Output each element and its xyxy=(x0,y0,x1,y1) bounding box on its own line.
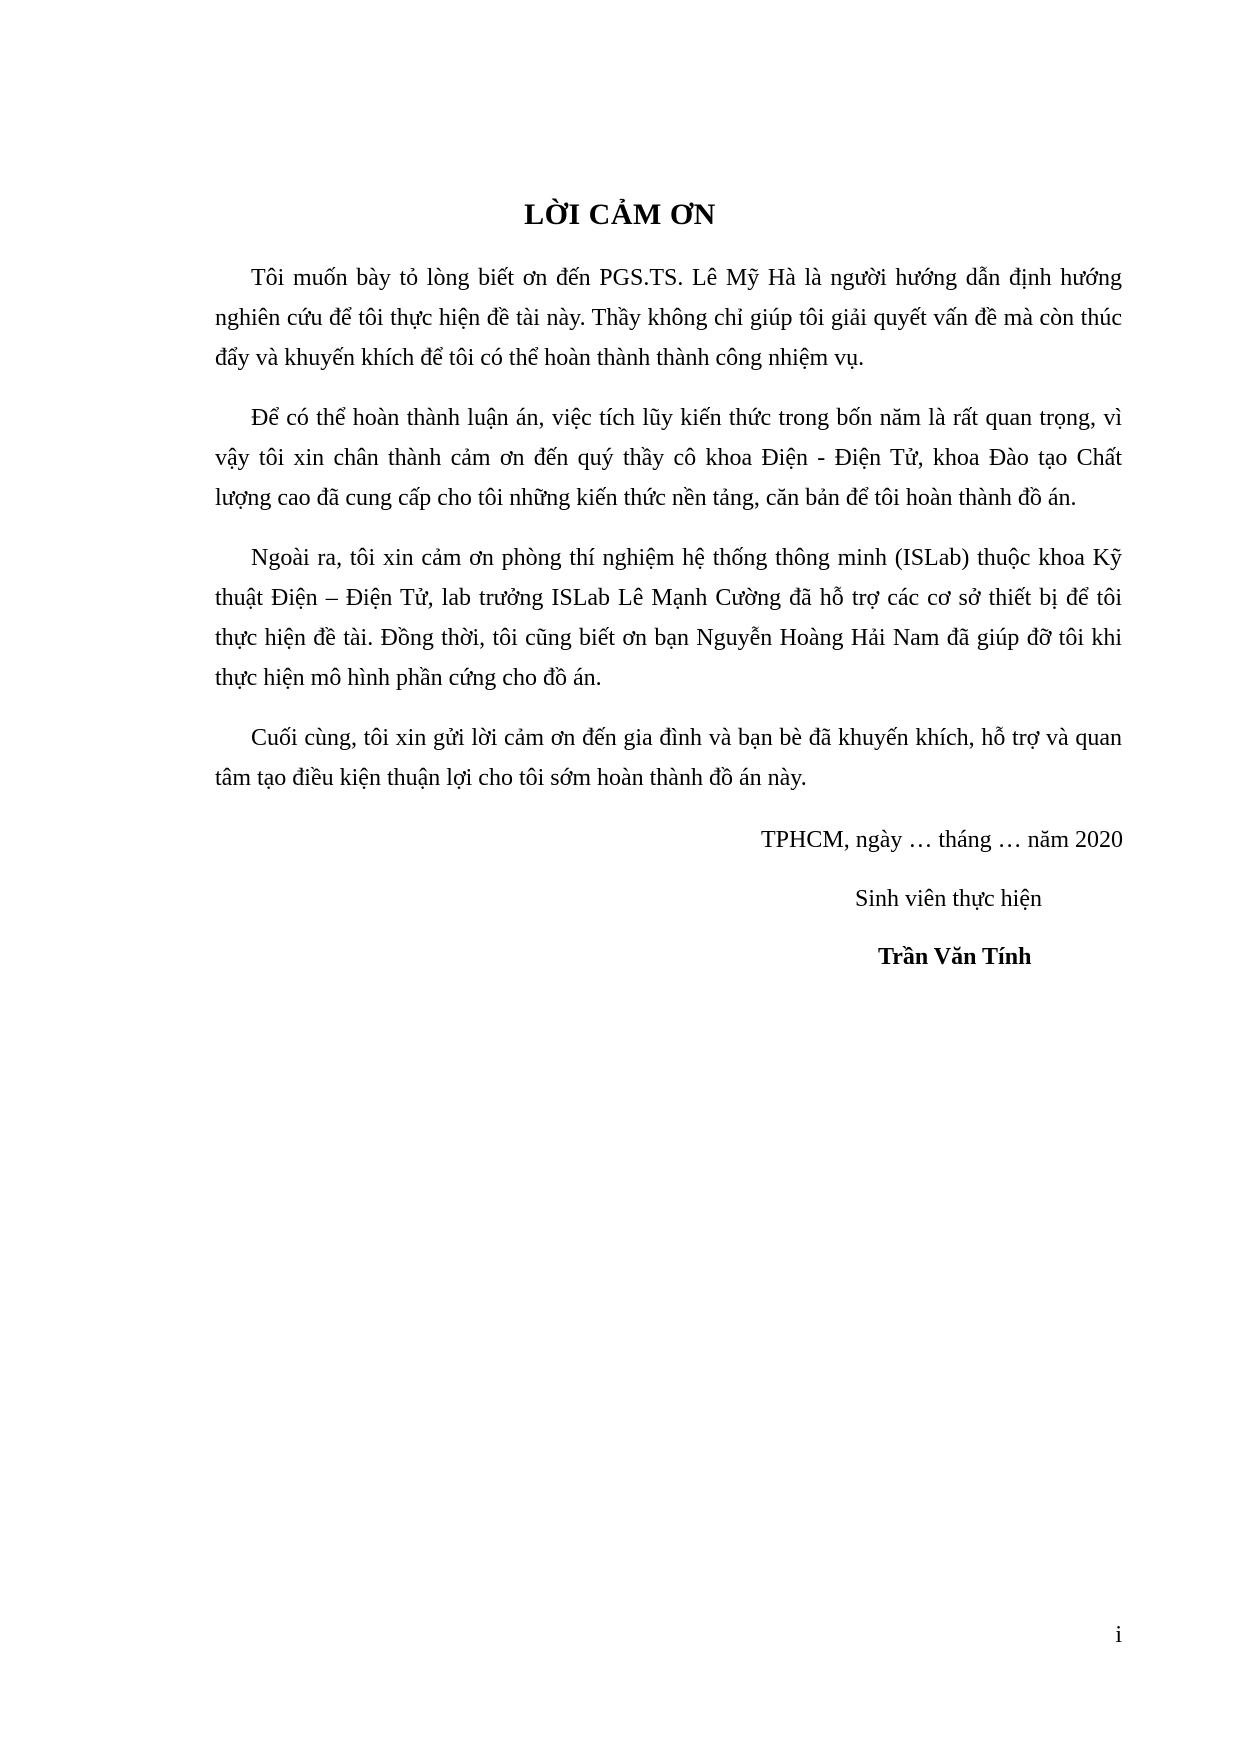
page-number: i xyxy=(1115,1622,1122,1648)
paragraph-4: Cuối cùng, tôi xin gửi lời cảm ơn đến gia đình và bạn bè đã khuyến khích, hỗ trợ và quan tâm tạo điều kiện thuận lợi cho tôi sớm hoàn thành đồ án này. xyxy=(215,725,1122,791)
acknowledgement-body xyxy=(215,258,1122,818)
paragraph-1: Tôi muốn bày tỏ lòng biết ơn đến PGS.TS. Lê Mỹ Hà là người hướng dẫn định hướng nghiên cứu để tôi thực hiện đề tài này. Thầy không chỉ giúp tôi giải quyết vấn đề mà còn thúc đẩy và khuyến khích để tôi có thể hoàn thành thành công nhiệm vụ. xyxy=(215,265,1122,371)
signer-name: Trần Văn Tính xyxy=(878,944,1032,970)
paragraph-3: Ngoài ra, tôi xin cảm ơn phòng thí nghiệm hệ thống thông minh (ISLab) thuộc khoa Kỹ thuật Điện – Điện Tử, lab trưởng ISLab Lê Mạnh Cường đã hỗ trợ các cơ sở thiết bị để tôi thực hiện đề tài. Đồng thời, tôi cũng biết ơn bạn Nguyễn Hoàng Hải Nam đã giúp đỡ tôi khi thực hiện mô hình phần cứng cho đồ án. xyxy=(215,545,1122,691)
page-title: LỜI CẢM ƠN xyxy=(524,198,716,231)
signer-role: Sinh viên thực hiện xyxy=(855,886,1042,912)
place-date: TPHCM, ngày … tháng … năm 2020 xyxy=(761,827,1123,853)
paragraph-2: Để có thể hoàn thành luận án, việc tích lũy kiến thức trong bốn năm là rất quan trọng, vì vậy tôi xin chân thành cảm ơn đến quý thầy cô khoa Điện - Điện Tử, khoa Đào tạo Chất lượng cao đã cung cấp cho tôi những kiến thức nền tảng, căn bản để tôi hoàn thành đồ án. xyxy=(215,405,1122,511)
